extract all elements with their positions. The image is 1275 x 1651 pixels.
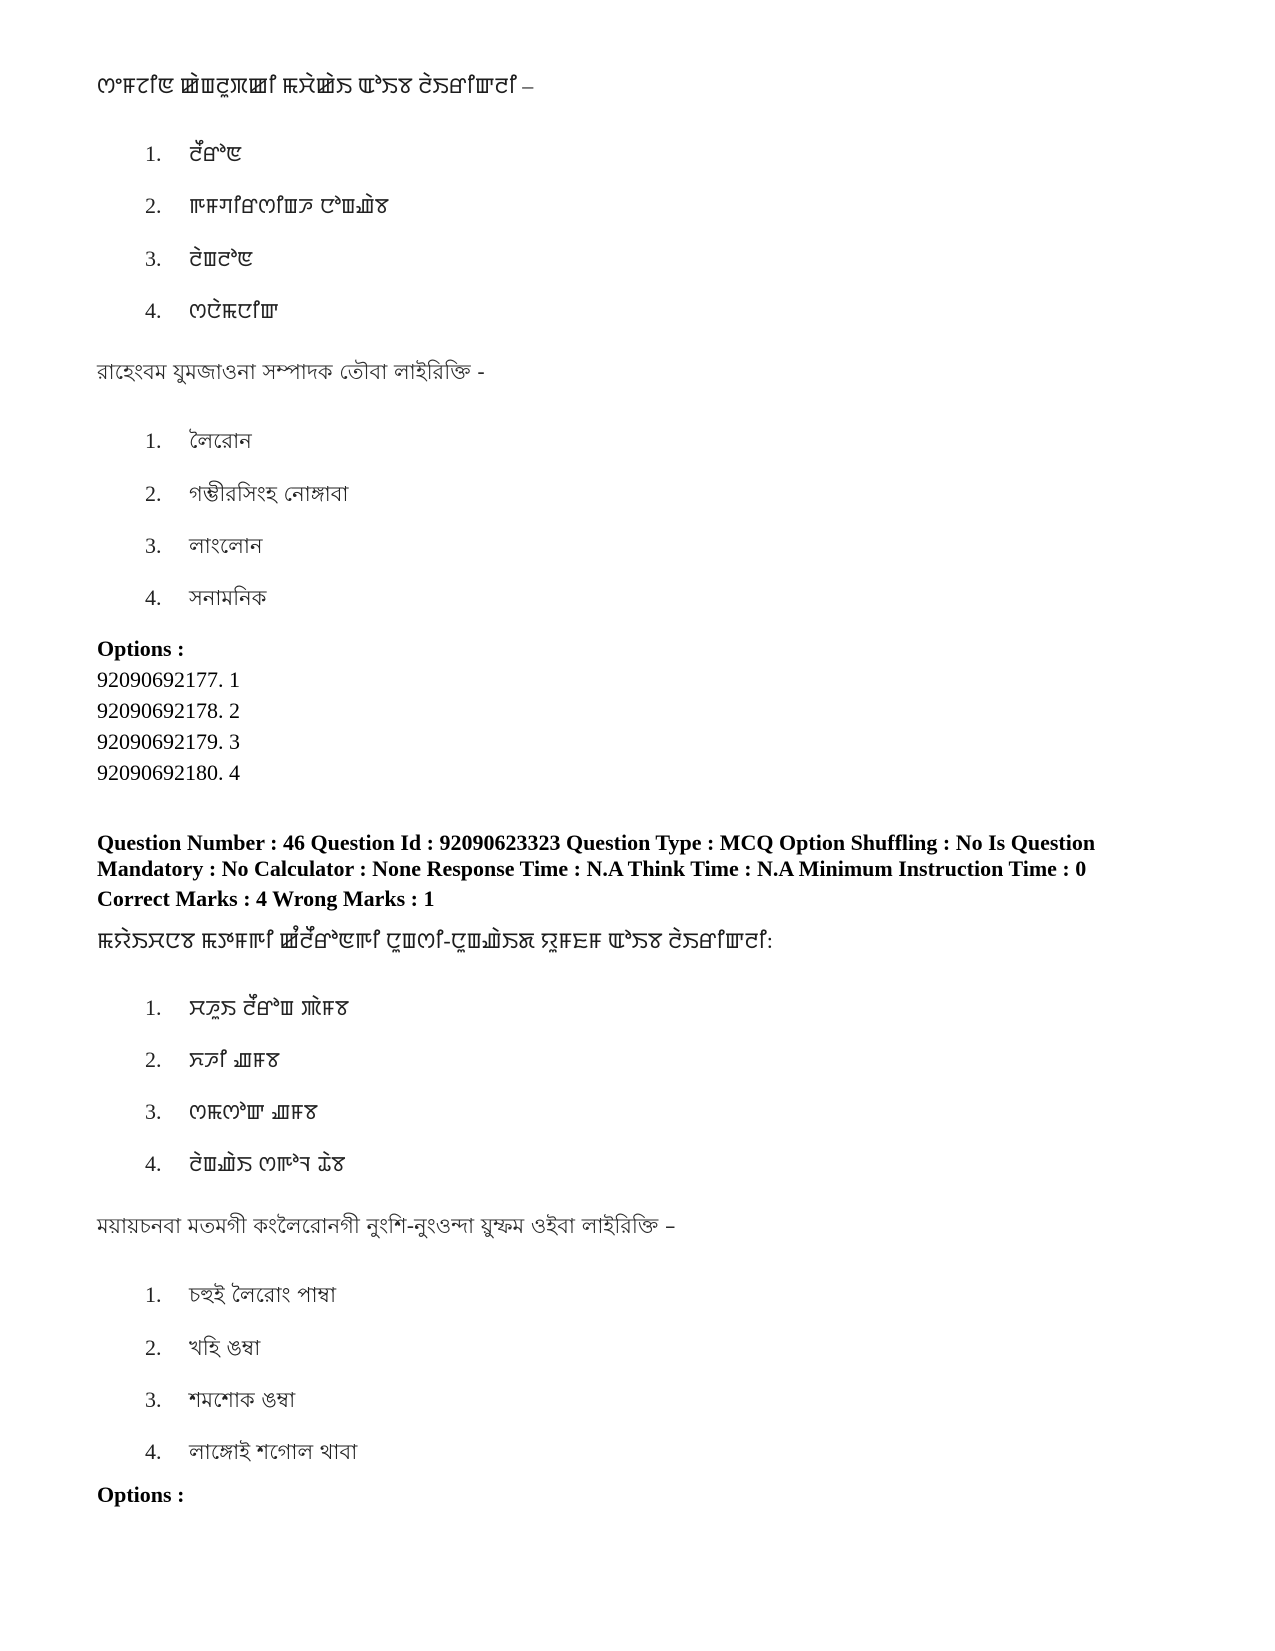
option-item: 2. গম্ভীরসিংহ নোঙ্গাবা [145,481,349,506]
question-text-meitei: ꯁꯦꯝꯖꯤꯟ ꯀꯥꯡꯂꯨꯞꯀꯤ ꯃꯆꯥꯀꯥꯏ ꯑꯣꯏꯕ ꯂꯥꯏꯔꯤꯛꯂꯤ – [97,73,534,98]
option-item: 3. ꯂꯥꯡꯂꯣꯟ [145,246,254,271]
option-item: 2. ꯒꯝꯚꯤꯔꯁꯤꯡꯍ ꯅꯣꯡꯉꯥꯕ [145,193,390,218]
option-item: 1. চহুই লৈরোং পাম্বা [145,1282,337,1307]
question-meta-line: Correct Marks : 4 Wrong Marks : 1 [97,886,435,911]
option-item: 4. ꯁꯅꯥꯃꯅꯤꯛ [145,298,279,323]
option-item: 3. শমশোক ঙম্বা [145,1387,296,1412]
option-item: 2. খহি ঙম্বা [145,1335,261,1360]
option-item: 1. ꯂꯩꯔꯣꯟ [145,141,242,166]
question-text-meitei: ꯃꯌꯥꯏꯆꯅꯕ ꯃꯇꯝꯒꯤ ꯀꯪꯂꯩꯔꯣꯟꯒꯤ ꯅꯨꯡꯁꯤ-ꯅꯨꯡꯉꯥꯏꯗ ꯌꯨꯝꯐꯝ ꯑꯣꯏꯕ ꯂꯥꯏꯔꯤꯛꯂꯤ: [97,928,773,953]
option-item: 4. ꯂꯥꯡꯉꯥꯏ ꯁꯒꯣꯜ ꯊꯥꯕ [145,1151,346,1176]
option-id-line: 92090692178. 2 [97,698,240,723]
option-item: 4. সনামনিক [145,585,267,610]
question-meta [97,830,1217,912]
question-meta-line: Question Number : 46 Question Id : 92090623323 Question Type : MCQ Option Shuffling : No Is Question [97,830,1096,855]
option-id-line: 92090692179. 3 [97,729,240,754]
question-meta-line: Mandatory : No Calculator : None Response Time : N.A Think Time : N.A Minimum Instruction Time : 0 [97,856,1087,881]
option-item: 2. ꯈꯍꯤ ꯉꯝꯕ [145,1047,280,1072]
question-text-bengali: রাহেংবম যুমজাওনা সম্পাদক তৌবা লাইরিক্তি - [97,360,485,384]
option-item: 3. ꯁꯃꯁꯣꯛ ꯉꯝꯕ [145,1099,318,1124]
option-id-line: 92090692177. 1 [97,667,240,692]
option-item: 4. লাঙ্গোই শগোল থাবা [145,1439,358,1464]
options-heading: Options : [97,636,185,661]
option-item: 3. লাংলোন [145,533,263,558]
options-heading: Options : [97,1482,185,1507]
question-text-bengali: ময়ায়চনবা মতমগী কংলৈরোনগী নুংশি-নুংওন্দা য়ুম্ফম ওইবা লাইরিক্তি – [97,1214,676,1238]
option-item: 1. লৈরোন [145,428,252,453]
option-id-line: 92090692180. 4 [97,760,240,785]
option-item: 1. ꯆꯍꯨꯏ ꯂꯩꯔꯣꯡ ꯄꯥꯝꯕ [145,995,350,1020]
